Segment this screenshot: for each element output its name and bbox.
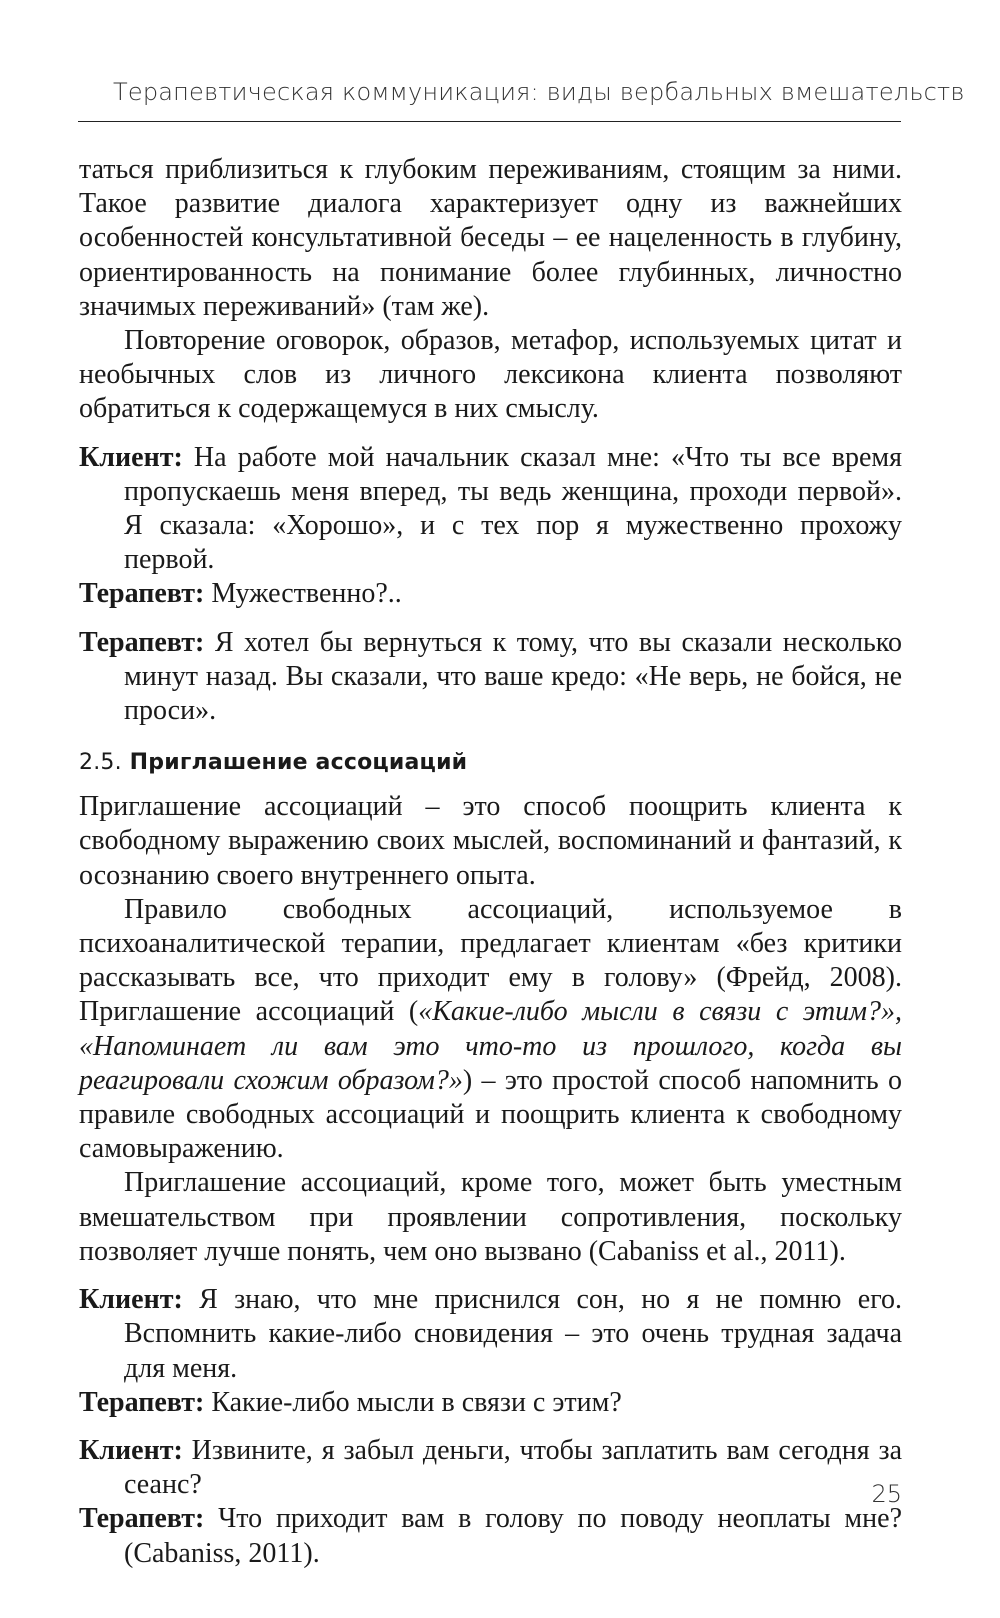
speaker-label: Терапевт: [79,626,205,658]
dialogue-turn [79,577,902,611]
dialogue-block [79,1434,902,1571]
speaker-label: Клиент: [79,1434,183,1466]
speaker-label: Терапевт: [79,1386,205,1418]
paragraph [79,893,902,1167]
utterance: На работе мой начальник сказал мне: «Что ты все время пропускаешь меня вперед, ты ведь женщина, проходи первой». Я сказала: «Хорошо», и с тех пор я мужественно прохожу первой. [124,441,902,576]
speaker-label: Клиент: [79,441,183,473]
dialogue-turn [79,626,902,729]
page-body [79,153,902,1571]
paragraph: Повторение оговорок, образов, метафор, используемых цитат и необычных слов из личного лексикона клиента позволяют обратиться к содержащемуся в них смыслу. [79,325,902,425]
utterance: Что приходит вам в голову по поводу неоплаты мне? (Cabaniss, 2011). [124,1503,902,1569]
paragraph: Приглашение ассоциаций, кроме того, может быть уместным вмешательством при проявлении сопротивления, поскольку позволяет лучше понять, чем оно вызвано (Cabaniss et al., 2011). [79,1167,902,1267]
utterance: Я знаю, что мне приснился сон, но я не помню его. Вспомнить какие-либо сновидения – это очень трудная задача для меня. [124,1284,902,1384]
utterance: Мужественно?.. [204,578,402,610]
section-heading [79,746,902,780]
speaker-label: Клиент: [79,1284,183,1316]
header-divider [78,121,901,122]
dialogue-turn [79,1386,902,1420]
running-header: Терапевтическая коммуникация: виды вербальных вмешательств [113,78,965,106]
section-title: Приглашение ассоциаций [121,750,468,776]
utterance: Какие-либо мысли в связи с этим? [204,1386,622,1418]
dialogue-turn [79,1283,902,1386]
section-number: 2.5. [79,750,122,776]
speaker-label: Терапевт: [79,1503,205,1535]
paragraph-continuation: таться приблизиться к глубоким переживаниям, стоящим за ними. Такое развитие диалога характеризует одну из важнейших особенностей консультативной беседы – ее нацеленность в глубину, ориентированность на понимание более глубинных, личностно значимых переживаний» (там же). [79,154,902,322]
paragraph: Приглашение ассоциаций – это способ поощрить клиента к свободному выражению своих мыслей, воспоминаний и фантазий, к осознанию своего внутреннего опыта. [79,791,902,891]
dialogue-block [79,1283,902,1420]
utterance: Извините, я забыл деньги, чтобы заплатить вам сегодня за сеанс? [124,1434,902,1501]
speaker-label: Терапевт: [79,578,205,610]
italic-examples: «Какие-либо мысли в связи с этим?», «Напоминает ли вам это что-то из прошлого, когда вы реагировали схожим образом?» [79,996,903,1096]
paragraph-text: Правило свободных ассоциаций, используемое в психоаналитической терапии, предлагает клиентам «без критики рассказывать все, что приходит ему в голову» (Фрейд, 2008). Приглашение ассоциаций ( [79,893,902,1028]
dialogue-block [79,626,902,729]
dialogue-turn [79,441,902,578]
utterance: Я хотел бы вернуться к тому, что вы сказали несколько минут назад. Вы сказали, что ваше кредо: «Не верь, не бойся, не проси». [124,626,902,727]
page-number: 25 [871,1480,902,1508]
dialogue-turn [79,1502,902,1570]
dialogue-block [79,441,902,612]
dialogue-turn [79,1434,902,1502]
paragraph-text: ) – это простой способ напомнить о правиле свободных ассоциаций и поощрить клиента к свободному самовыражению. [79,1064,902,1165]
